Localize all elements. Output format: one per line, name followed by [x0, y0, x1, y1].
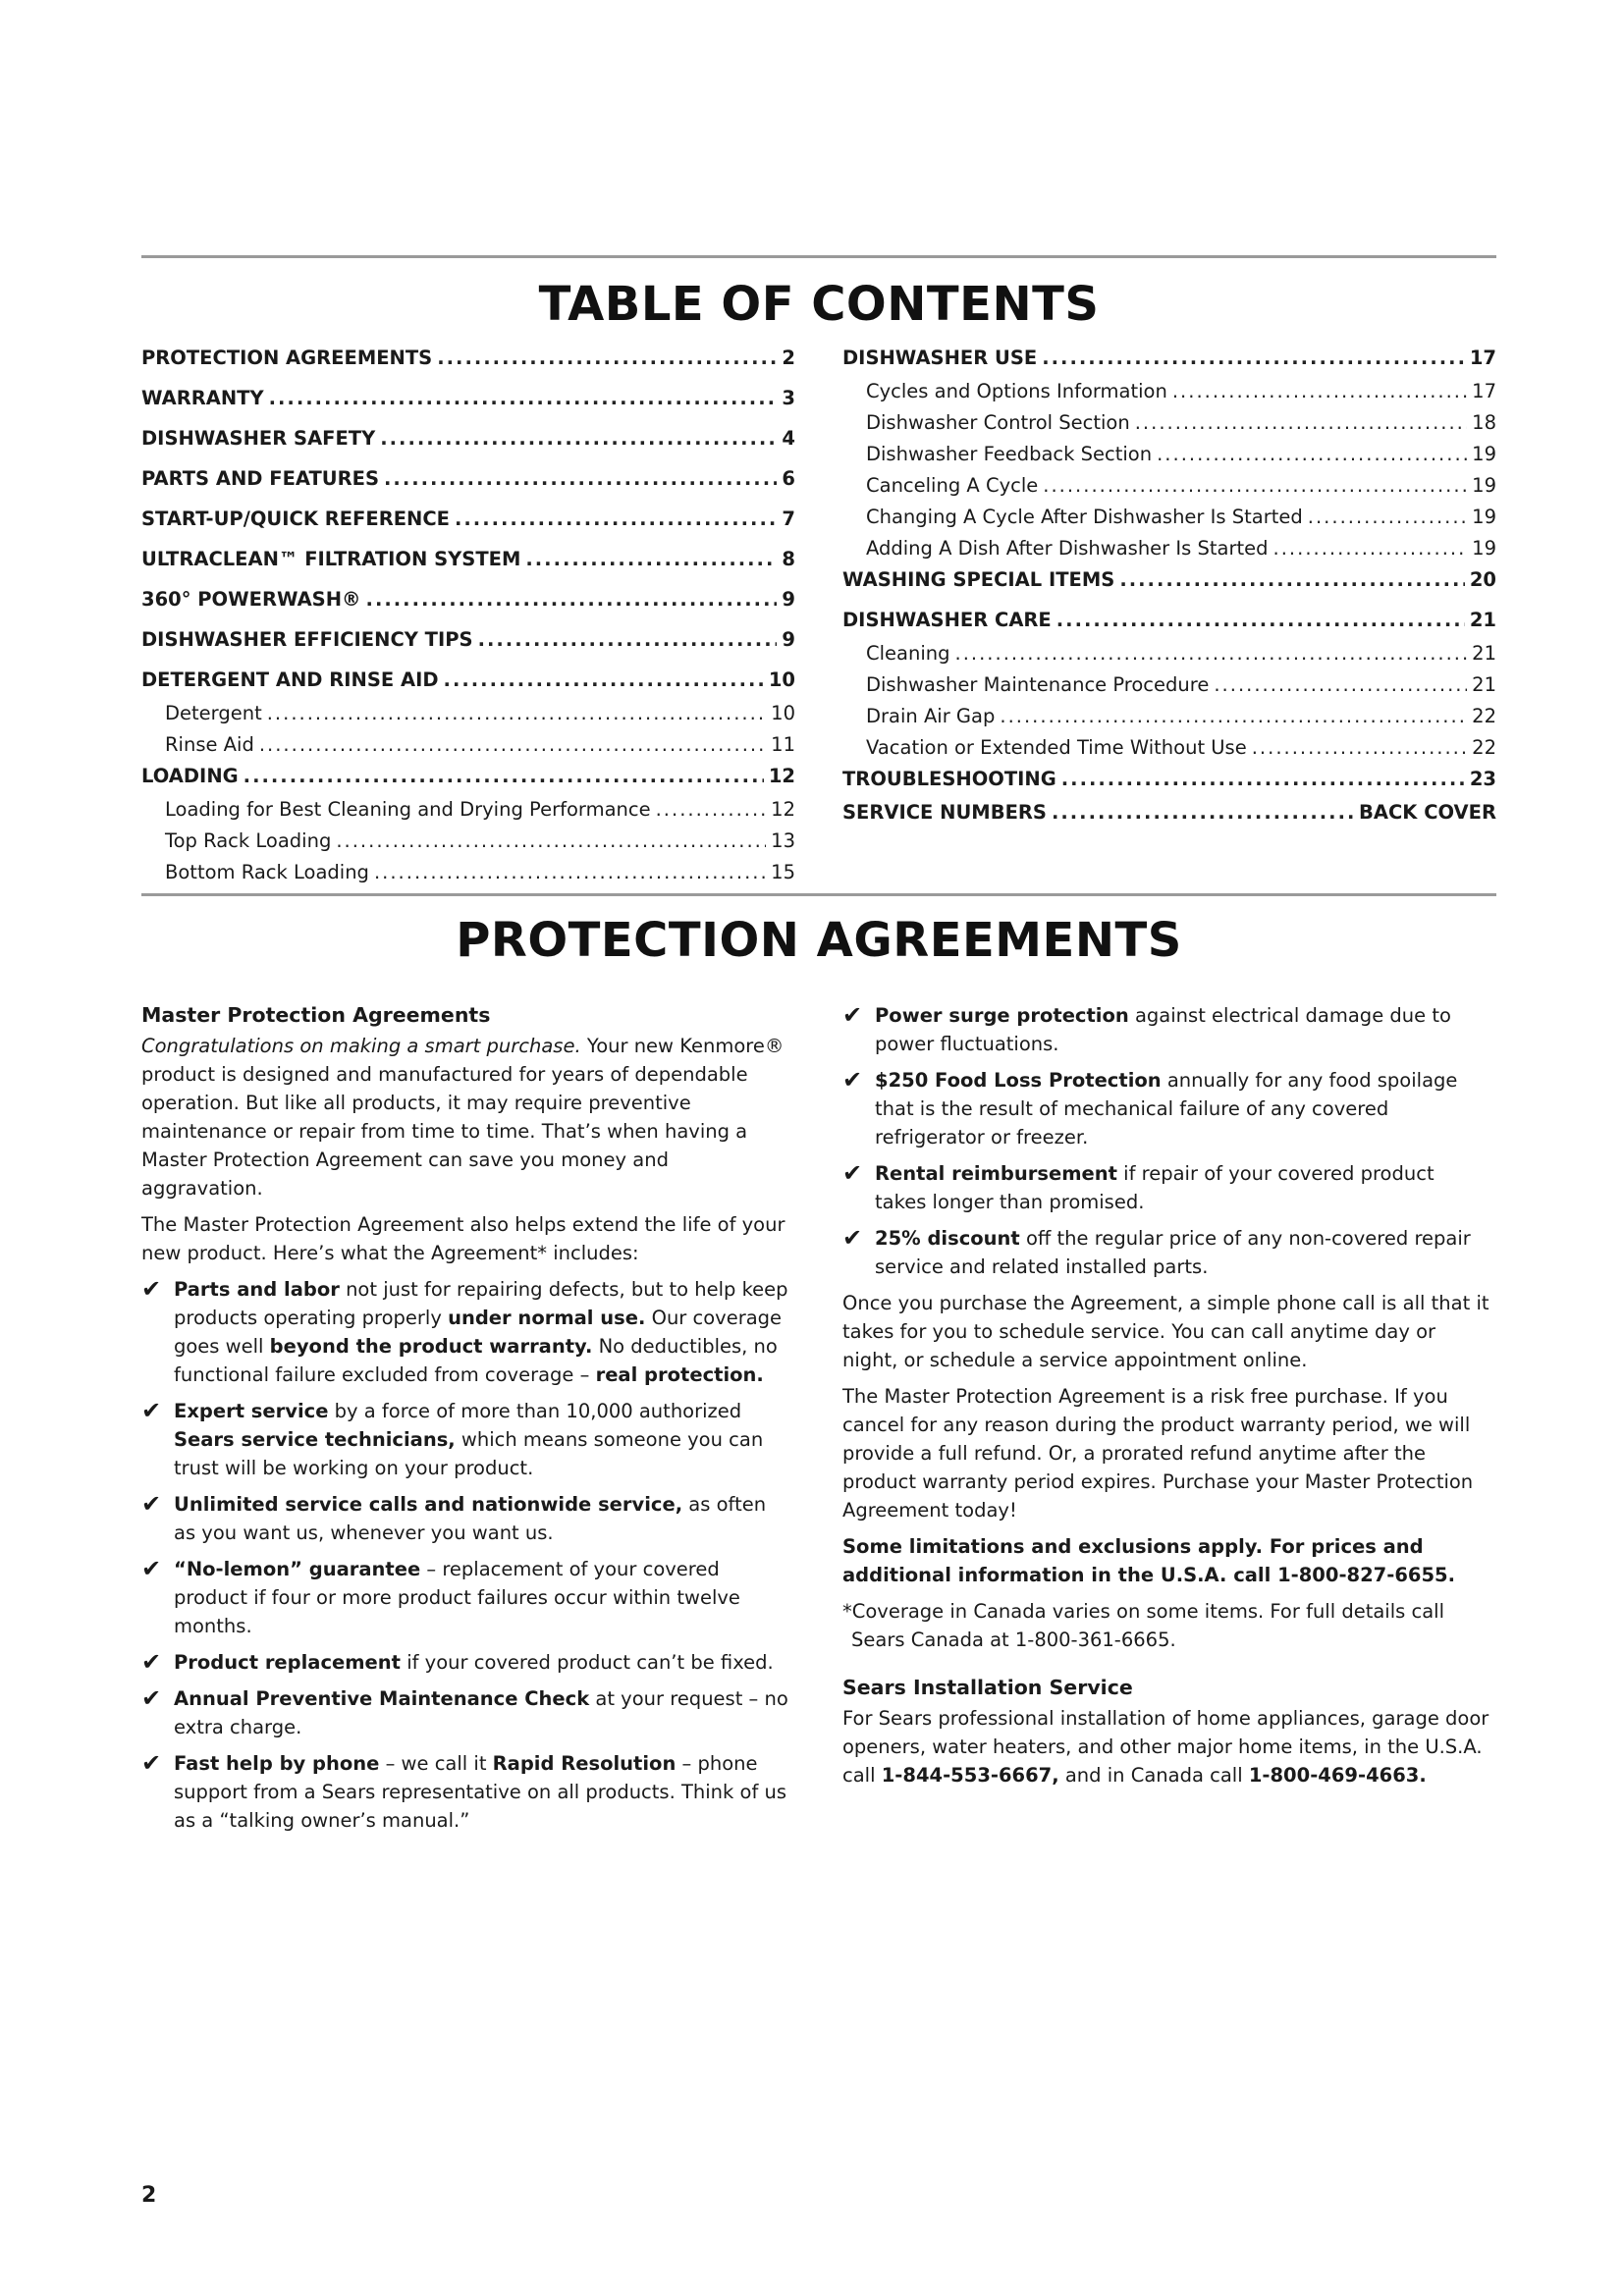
- top-divider: [141, 255, 1496, 258]
- toc-right-column: [842, 344, 1496, 838]
- limitations-notice: Some limitations and exclusions apply. For prices and additional information in the U.S.A. call 1-800-827-6655.: [842, 1535, 1456, 1586]
- installation-paragraph: For Sears professional installation of home appliances, garage door openers, water heaters, and other major home items, in the U.S.A. call 1-844-553-6667, and in Canada call 1-800-469-4663.: [842, 1707, 1489, 1787]
- check-icon: ✔: [842, 1066, 863, 1094]
- toc-subentry[interactable]: Adding A Dish After Dishwasher Is Started ..... 19: [842, 534, 1496, 565]
- toc-subentry[interactable]: Detergent ..... 10: [141, 699, 795, 730]
- toc-entry[interactable]: PARTS AND FEATURES ..... 6: [141, 464, 795, 505]
- benefit-item: ✔ Annual Preventive Maintenance Check at your request – no extra charge.: [141, 1684, 788, 1738]
- toc-subentry[interactable]: Dishwasher Maintenance Procedure ..... 21: [842, 670, 1496, 702]
- benefit-item: ✔ Fast help by phone – we call it Rapid Resolution – phone support from a Sears representative on all products. Think of us as a “talking owner’s manual.”: [141, 1749, 787, 1832]
- toc-subentry[interactable]: Loading for Best Cleaning and Drying Performance ..... 12: [141, 795, 795, 827]
- check-icon: ✔: [842, 1224, 863, 1252]
- check-icon: ✔: [141, 1397, 162, 1424]
- check-icon: ✔: [141, 1490, 162, 1518]
- intro-paragraph: Congratulations on making a smart purchase. Your new Kenmore® product is designed and manufactured for years of dependable operation. But like all products, it may require preventive maintenance or repair from time to time. That’s when having a Master Protection Agreement can save you money and aggravation.: [141, 1035, 785, 1200]
- protection-right-column: [842, 1001, 1490, 1797]
- toc-entry[interactable]: WARRANTY ..... 3: [141, 384, 795, 424]
- check-icon: ✔: [141, 1648, 162, 1676]
- toc-entry[interactable]: DISHWASHER SAFETY ..... 4: [141, 424, 795, 464]
- toc-subentry[interactable]: Bottom Rack Loading ..... 15: [141, 858, 795, 889]
- check-icon: ✔: [141, 1749, 162, 1777]
- toc-subentry[interactable]: Dishwasher Feedback Section ..... 19: [842, 440, 1496, 471]
- toc-entry[interactable]: LOADING ..... 12: [141, 762, 795, 795]
- check-icon: ✔: [842, 1001, 863, 1029]
- benefit-item: ✔ $250 Food Loss Protection annually for any food spoilage that is the result of mechanical failure of any covered refrigerator or freezer.: [842, 1066, 1458, 1148]
- toc-subentry[interactable]: Top Rack Loading ..... 13: [141, 827, 795, 858]
- toc-entry[interactable]: DISHWASHER USE ..... 17: [842, 344, 1496, 377]
- toc-entry[interactable]: START-UP/QUICK REFERENCE ..... 7: [141, 505, 795, 545]
- page-number: 2: [141, 2183, 157, 2208]
- toc-entry[interactable]: DETERGENT AND RINSE AID ..... 10: [141, 666, 795, 699]
- benefit-item: ✔ Expert service by a force of more than 10,000 authorized Sears service technicians, which means someone you can trust will be working on your product.: [141, 1397, 764, 1479]
- toc-entry[interactable]: 360° POWERWASH® ..... 9: [141, 585, 795, 625]
- protection-left-column: [141, 1001, 789, 1842]
- toc-subentry[interactable]: Cycles and Options Information ..... 17: [842, 377, 1496, 408]
- toc-title: TABLE OF CONTENTS: [538, 277, 1100, 332]
- toc-entry[interactable]: PROTECTION AGREEMENTS ..... 2: [141, 344, 795, 384]
- benefit-item: ✔ Power surge protection against electrical damage due to power fluctuations.: [842, 1001, 1451, 1055]
- toc-entry[interactable]: ULTRACLEAN™ FILTRATION SYSTEM ..... 8: [141, 545, 795, 585]
- benefit-item: ✔ Product replacement if your covered product can’t be fixed.: [141, 1648, 774, 1676]
- check-icon: ✔: [842, 1159, 863, 1187]
- check-icon: ✔: [141, 1555, 162, 1582]
- schedule-paragraph: Once you purchase the Agreement, a simple phone call is all that it takes for you to schedule service. You can call anytime day or night, or schedule a service appointment online.: [842, 1292, 1489, 1371]
- canada-coverage-note: *Coverage in Canada varies on some items. For full details call Sears Canada at 1-800-361-6665.: [842, 1600, 1445, 1651]
- check-icon: ✔: [141, 1275, 162, 1303]
- toc-subentry[interactable]: Cleaning ..... 21: [842, 639, 1496, 670]
- toc-left-column: [141, 344, 795, 889]
- benefit-item: ✔ 25% discount off the regular price of any non-covered repair service and related installed parts.: [842, 1224, 1471, 1278]
- benefit-item: ✔ “No-lemon” guarantee – replacement of your covered product if four or more product failures occur within twelve months.: [141, 1555, 740, 1637]
- intro-paragraph-2: The Master Protection Agreement also helps extend the life of your new product. Here’s what the Agreement* includes:: [141, 1213, 785, 1264]
- toc-entry[interactable]: DISHWASHER EFFICIENCY TIPS ..... 9: [141, 625, 795, 666]
- check-icon: ✔: [141, 1684, 162, 1712]
- risk-free-paragraph: The Master Protection Agreement is a risk free purchase. If you cancel for any reason during the product warranty period, we will provide a full refund. Or, a prorated refund anytime after the product warranty period expires. Purchase your Master Protection Agreement today!: [842, 1385, 1474, 1522]
- toc-entry[interactable]: WASHING SPECIAL ITEMS ..... 20: [842, 565, 1496, 606]
- installation-heading: Sears Installation Service: [842, 1676, 1133, 1699]
- master-heading: Master Protection Agreements: [141, 1003, 491, 1027]
- toc-subentry[interactable]: Drain Air Gap ..... 22: [842, 702, 1496, 733]
- benefit-item: ✔ Unlimited service calls and nationwide service, as often as you want us, whenever you want us.: [141, 1490, 767, 1544]
- benefit-item: ✔ Rental reimbursement if repair of your covered product takes longer than promised.: [842, 1159, 1435, 1213]
- middle-divider: [141, 893, 1496, 896]
- toc-subentry[interactable]: Vacation or Extended Time Without Use ..... 22: [842, 733, 1496, 765]
- toc-entry[interactable]: DISHWASHER CARE ..... 21: [842, 606, 1496, 639]
- canada-phone-number[interactable]: 1-800-469-4663.: [1248, 1764, 1427, 1787]
- toc-subentry[interactable]: Canceling A Cycle ..... 19: [842, 471, 1496, 503]
- toc-subentry[interactable]: Rinse Aid ..... 11: [141, 730, 795, 762]
- toc-entry[interactable]: SERVICE NUMBERS ..... BACK COVER: [842, 798, 1496, 838]
- toc-entry[interactable]: TROUBLESHOOTING ..... 23: [842, 765, 1496, 798]
- protection-title: PROTECTION AGREEMENTS: [456, 913, 1182, 968]
- benefit-item: ✔ Parts and labor not just for repairing defects, but to help keep products operating properly under normal use. Our coverage goes well beyond the product warranty. No deductibles, no functional failure excluded from coverage – real protection.: [141, 1275, 788, 1386]
- toc-subentry[interactable]: Dishwasher Control Section ..... 18: [842, 408, 1496, 440]
- us-phone-number[interactable]: 1-844-553-6667,: [881, 1764, 1059, 1787]
- toc-subentry[interactable]: Changing A Cycle After Dishwasher Is Started ..... 19: [842, 503, 1496, 534]
